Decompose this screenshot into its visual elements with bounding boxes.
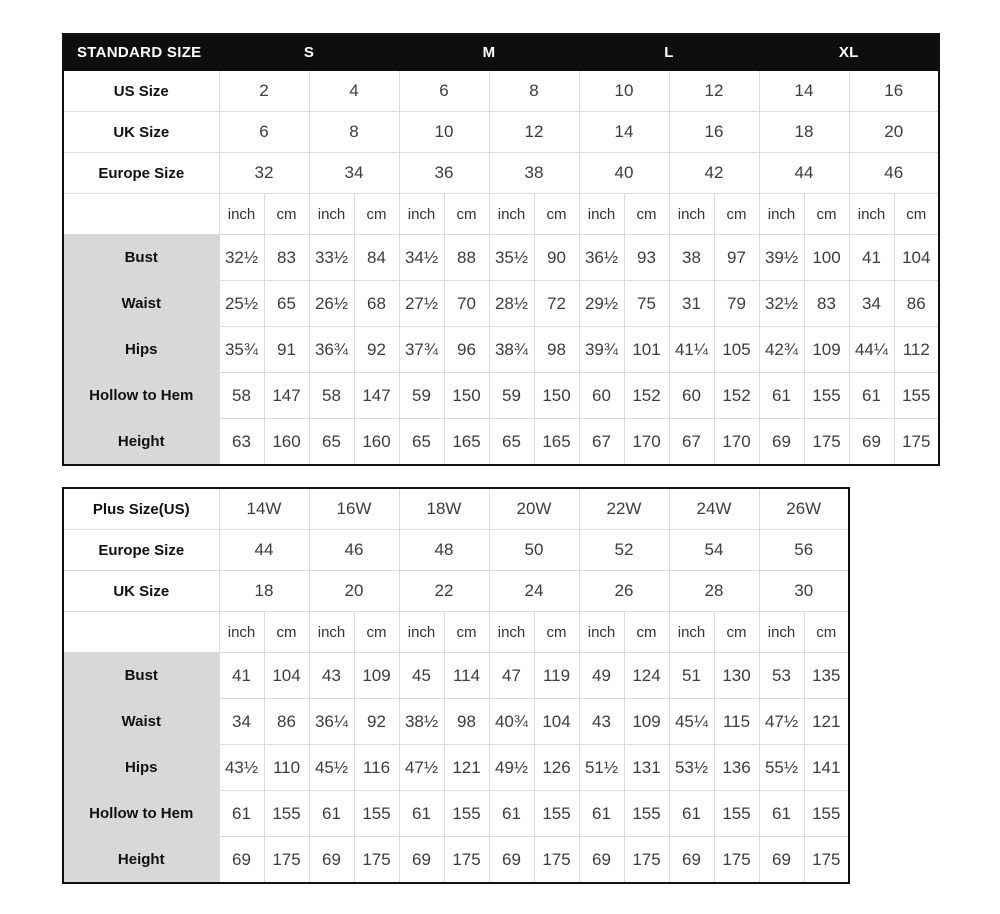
measure-value-cell: 34 (849, 281, 894, 327)
standard-size-table-container (62, 33, 1000, 466)
measure-value-cell: 38 (669, 235, 714, 281)
unit-inch-cell: inch (219, 612, 264, 653)
measure-value-cell: 170 (624, 419, 669, 466)
unit-cm-cell: cm (354, 194, 399, 235)
measure-value-cell: 31 (669, 281, 714, 327)
measure-value-cell: 150 (444, 373, 489, 419)
measure-value-cell: 60 (669, 373, 714, 419)
measure-value-cell: 79 (714, 281, 759, 327)
measure-value-cell: 32½ (759, 281, 804, 327)
measure-value-cell: 100 (804, 235, 849, 281)
header-size-group: L (579, 34, 759, 71)
measure-value-cell: 175 (444, 837, 489, 884)
measure-value-cell: 61 (579, 791, 624, 837)
unit-row-label (63, 194, 219, 235)
measure-value-cell: 69 (759, 419, 804, 466)
unit-cm-cell: cm (714, 194, 759, 235)
measure-value-cell: 110 (264, 745, 309, 791)
measure-value-cell: 43 (579, 699, 624, 745)
unit-cm-cell: cm (894, 194, 939, 235)
unit-cm-cell: cm (444, 612, 489, 653)
measure-value-cell: 58 (219, 373, 264, 419)
measure-value-cell: 47½ (759, 699, 804, 745)
measure-value-cell: 109 (354, 653, 399, 699)
measure-value-cell: 88 (444, 235, 489, 281)
measure-value-cell: 65 (489, 419, 534, 466)
size-value-cell: 26W (759, 488, 849, 530)
measure-value-cell: 65 (399, 419, 444, 466)
size-value-cell: 38 (489, 153, 579, 194)
size-value-cell: 56 (759, 530, 849, 571)
measure-value-cell: 53 (759, 653, 804, 699)
measure-value-cell: 69 (849, 419, 894, 466)
measure-value-cell: 152 (624, 373, 669, 419)
measure-value-cell: 175 (264, 837, 309, 884)
measure-row-label: Height (63, 837, 219, 884)
measure-value-cell: 32½ (219, 235, 264, 281)
size-value-cell: 14 (759, 71, 849, 112)
unit-inch-cell: inch (309, 612, 354, 653)
measure-value-cell: 42¾ (759, 327, 804, 373)
measure-value-cell: 150 (534, 373, 579, 419)
measure-value-cell: 72 (534, 281, 579, 327)
measure-value-cell: 121 (804, 699, 849, 745)
unit-inch-cell: inch (399, 194, 444, 235)
measure-row (63, 745, 849, 791)
measure-value-cell: 61 (849, 373, 894, 419)
unit-inch-cell: inch (759, 194, 804, 235)
size-row (63, 112, 939, 153)
measure-value-cell: 141 (804, 745, 849, 791)
measure-value-cell: 39½ (759, 235, 804, 281)
size-value-cell: 14 (579, 112, 669, 153)
unit-inch-cell: inch (669, 612, 714, 653)
measure-value-cell: 61 (219, 791, 264, 837)
measure-value-cell: 104 (264, 653, 309, 699)
measure-value-cell: 27½ (399, 281, 444, 327)
measure-value-cell: 45¼ (669, 699, 714, 745)
unit-inch-cell: inch (399, 612, 444, 653)
unit-cm-cell: cm (804, 194, 849, 235)
unit-inch-cell: inch (579, 612, 624, 653)
unit-cm-cell: cm (624, 612, 669, 653)
size-value-cell: 16 (849, 71, 939, 112)
size-row-label: UK Size (63, 571, 219, 612)
size-value-cell: 16 (669, 112, 759, 153)
measure-value-cell: 33½ (309, 235, 354, 281)
measure-value-cell: 135 (804, 653, 849, 699)
size-value-cell: 46 (309, 530, 399, 571)
measure-value-cell: 45½ (309, 745, 354, 791)
measure-value-cell: 147 (354, 373, 399, 419)
size-value-cell: 4 (309, 71, 399, 112)
size-value-cell: 6 (219, 112, 309, 153)
measure-value-cell: 98 (534, 327, 579, 373)
size-value-cell: 6 (399, 71, 489, 112)
measure-row-label: Hips (63, 745, 219, 791)
unit-inch-cell: inch (489, 612, 534, 653)
measure-value-cell: 155 (804, 373, 849, 419)
measure-value-cell: 136 (714, 745, 759, 791)
measure-value-cell: 109 (804, 327, 849, 373)
header-title: STANDARD SIZE (63, 34, 219, 71)
size-value-cell: 32 (219, 153, 309, 194)
size-row-label: US Size (63, 71, 219, 112)
size-row-label: UK Size (63, 112, 219, 153)
unit-inch-cell: inch (759, 612, 804, 653)
measure-value-cell: 83 (264, 235, 309, 281)
size-value-cell: 44 (219, 530, 309, 571)
header-size-group: S (219, 34, 399, 71)
measure-value-cell: 41¼ (669, 327, 714, 373)
size-value-cell: 22W (579, 488, 669, 530)
measure-value-cell: 93 (624, 235, 669, 281)
measure-value-cell: 155 (354, 791, 399, 837)
measure-value-cell: 67 (669, 419, 714, 466)
measure-value-cell: 112 (894, 327, 939, 373)
size-value-cell: 16W (309, 488, 399, 530)
measure-value-cell: 69 (489, 837, 534, 884)
measure-value-cell: 175 (534, 837, 579, 884)
measure-value-cell: 105 (714, 327, 759, 373)
measure-value-cell: 45 (399, 653, 444, 699)
size-value-cell: 14W (219, 488, 309, 530)
size-value-cell: 24W (669, 488, 759, 530)
measure-value-cell: 58 (309, 373, 354, 419)
measure-value-cell: 28½ (489, 281, 534, 327)
measure-row (63, 235, 939, 281)
plus-size-table-container (62, 487, 1000, 884)
measure-value-cell: 96 (444, 327, 489, 373)
size-row-label: Plus Size(US) (63, 488, 219, 530)
measure-value-cell: 175 (894, 419, 939, 466)
measure-value-cell: 61 (489, 791, 534, 837)
measure-value-cell: 175 (804, 419, 849, 466)
size-value-cell: 20W (489, 488, 579, 530)
measure-value-cell: 40¾ (489, 699, 534, 745)
measure-row-label: Bust (63, 235, 219, 281)
measure-value-cell: 155 (264, 791, 309, 837)
measure-value-cell: 98 (444, 699, 489, 745)
size-value-cell: 44 (759, 153, 849, 194)
measure-value-cell: 26½ (309, 281, 354, 327)
unit-row (63, 194, 939, 235)
measure-value-cell: 47½ (399, 745, 444, 791)
size-value-cell: 20 (309, 571, 399, 612)
measure-row-label: Hollow to Hem (63, 791, 219, 837)
measure-value-cell: 65 (309, 419, 354, 466)
size-row (63, 71, 939, 112)
size-value-cell: 18 (759, 112, 849, 153)
size-row-label: Europe Size (63, 153, 219, 194)
measure-row-label: Hips (63, 327, 219, 373)
measure-value-cell: 41 (219, 653, 264, 699)
size-row-label: Europe Size (63, 530, 219, 571)
size-row (63, 488, 849, 530)
unit-inch-cell: inch (219, 194, 264, 235)
measure-value-cell: 61 (759, 373, 804, 419)
measure-value-cell: 84 (354, 235, 399, 281)
measure-value-cell: 55½ (759, 745, 804, 791)
size-value-cell: 52 (579, 530, 669, 571)
measure-value-cell: 115 (714, 699, 759, 745)
measure-value-cell: 25½ (219, 281, 264, 327)
measure-value-cell: 61 (309, 791, 354, 837)
measure-value-cell: 165 (534, 419, 579, 466)
measure-row-label: Hollow to Hem (63, 373, 219, 419)
measure-value-cell: 41 (849, 235, 894, 281)
measure-value-cell: 51½ (579, 745, 624, 791)
measure-row-label: Height (63, 419, 219, 466)
measure-value-cell: 97 (714, 235, 759, 281)
measure-value-cell: 36¼ (309, 699, 354, 745)
measure-value-cell: 92 (354, 327, 399, 373)
unit-inch-cell: inch (579, 194, 624, 235)
measure-value-cell: 121 (444, 745, 489, 791)
size-value-cell: 18W (399, 488, 489, 530)
size-value-cell: 10 (579, 71, 669, 112)
measure-value-cell: 69 (309, 837, 354, 884)
size-value-cell: 28 (669, 571, 759, 612)
measure-row-label: Waist (63, 281, 219, 327)
measure-value-cell: 126 (534, 745, 579, 791)
size-value-cell: 40 (579, 153, 669, 194)
measure-value-cell: 37¾ (399, 327, 444, 373)
measure-value-cell: 67 (579, 419, 624, 466)
size-value-cell: 20 (849, 112, 939, 153)
measure-value-cell: 36¾ (309, 327, 354, 373)
unit-cm-cell: cm (264, 612, 309, 653)
measure-value-cell: 69 (219, 837, 264, 884)
measure-value-cell: 104 (534, 699, 579, 745)
measure-value-cell: 147 (264, 373, 309, 419)
measure-value-cell: 70 (444, 281, 489, 327)
measure-value-cell: 69 (399, 837, 444, 884)
unit-inch-cell: inch (489, 194, 534, 235)
measure-value-cell: 104 (894, 235, 939, 281)
measure-value-cell: 155 (444, 791, 489, 837)
unit-cm-cell: cm (354, 612, 399, 653)
measure-value-cell: 53½ (669, 745, 714, 791)
measure-value-cell: 43 (309, 653, 354, 699)
measure-value-cell: 101 (624, 327, 669, 373)
size-value-cell: 42 (669, 153, 759, 194)
measure-value-cell: 114 (444, 653, 489, 699)
unit-cm-cell: cm (624, 194, 669, 235)
measure-value-cell: 119 (534, 653, 579, 699)
header-size-group: XL (759, 34, 939, 71)
measure-value-cell: 130 (714, 653, 759, 699)
measure-value-cell: 49½ (489, 745, 534, 791)
unit-cm-cell: cm (534, 194, 579, 235)
measure-value-cell: 69 (579, 837, 624, 884)
unit-row (63, 612, 849, 653)
size-row (63, 571, 849, 612)
measure-row (63, 373, 939, 419)
measure-value-cell: 61 (669, 791, 714, 837)
measure-value-cell: 61 (399, 791, 444, 837)
measure-row (63, 281, 939, 327)
measure-row (63, 791, 849, 837)
measure-value-cell: 83 (804, 281, 849, 327)
size-value-cell: 2 (219, 71, 309, 112)
measure-value-cell: 175 (804, 837, 849, 884)
size-row (63, 153, 939, 194)
size-value-cell: 12 (669, 71, 759, 112)
measure-value-cell: 29½ (579, 281, 624, 327)
size-value-cell: 48 (399, 530, 489, 571)
measure-value-cell: 63 (219, 419, 264, 466)
measure-value-cell: 35½ (489, 235, 534, 281)
measure-value-cell: 160 (264, 419, 309, 466)
measure-row (63, 653, 849, 699)
measure-value-cell: 131 (624, 745, 669, 791)
measure-value-cell: 160 (354, 419, 399, 466)
measure-value-cell: 155 (894, 373, 939, 419)
measure-value-cell: 175 (624, 837, 669, 884)
measure-value-cell: 39¾ (579, 327, 624, 373)
measure-value-cell: 90 (534, 235, 579, 281)
measure-value-cell: 34½ (399, 235, 444, 281)
size-row (63, 530, 849, 571)
size-value-cell: 54 (669, 530, 759, 571)
measure-value-cell: 155 (624, 791, 669, 837)
measure-value-cell: 38½ (399, 699, 444, 745)
size-value-cell: 10 (399, 112, 489, 153)
measure-value-cell: 124 (624, 653, 669, 699)
measure-row (63, 837, 849, 884)
unit-cm-cell: cm (264, 194, 309, 235)
measure-value-cell: 92 (354, 699, 399, 745)
measure-value-cell: 69 (759, 837, 804, 884)
size-value-cell: 30 (759, 571, 849, 612)
unit-cm-cell: cm (804, 612, 849, 653)
measure-value-cell: 86 (894, 281, 939, 327)
table-header-row (63, 34, 939, 71)
measure-value-cell: 91 (264, 327, 309, 373)
measure-value-cell: 44¼ (849, 327, 894, 373)
measure-value-cell: 61 (759, 791, 804, 837)
measure-value-cell: 43½ (219, 745, 264, 791)
measure-value-cell: 59 (489, 373, 534, 419)
measure-value-cell: 47 (489, 653, 534, 699)
measure-value-cell: 165 (444, 419, 489, 466)
measure-value-cell: 38¾ (489, 327, 534, 373)
measure-value-cell: 175 (354, 837, 399, 884)
measure-value-cell: 68 (354, 281, 399, 327)
size-value-cell: 22 (399, 571, 489, 612)
measure-value-cell: 36½ (579, 235, 624, 281)
measure-value-cell: 75 (624, 281, 669, 327)
measure-value-cell: 69 (669, 837, 714, 884)
measure-value-cell: 170 (714, 419, 759, 466)
measure-row (63, 419, 939, 466)
size-value-cell: 12 (489, 112, 579, 153)
unit-cm-cell: cm (534, 612, 579, 653)
measure-row-label: Waist (63, 699, 219, 745)
measure-value-cell: 59 (399, 373, 444, 419)
unit-cm-cell: cm (444, 194, 489, 235)
measure-value-cell: 65 (264, 281, 309, 327)
measure-value-cell: 155 (714, 791, 759, 837)
measure-value-cell: 152 (714, 373, 759, 419)
plus-size-table (62, 487, 850, 884)
size-value-cell: 34 (309, 153, 399, 194)
unit-inch-cell: inch (309, 194, 354, 235)
measure-value-cell: 51 (669, 653, 714, 699)
measure-value-cell: 60 (579, 373, 624, 419)
size-value-cell: 8 (489, 71, 579, 112)
size-value-cell: 18 (219, 571, 309, 612)
measure-row (63, 327, 939, 373)
measure-value-cell: 109 (624, 699, 669, 745)
measure-value-cell: 34 (219, 699, 264, 745)
unit-inch-cell: inch (849, 194, 894, 235)
measure-value-cell: 155 (534, 791, 579, 837)
size-value-cell: 8 (309, 112, 399, 153)
measure-value-cell: 86 (264, 699, 309, 745)
measure-row-label: Bust (63, 653, 219, 699)
size-value-cell: 24 (489, 571, 579, 612)
measure-value-cell: 49 (579, 653, 624, 699)
unit-inch-cell: inch (669, 194, 714, 235)
measure-value-cell: 175 (714, 837, 759, 884)
size-value-cell: 36 (399, 153, 489, 194)
size-value-cell: 50 (489, 530, 579, 571)
measure-value-cell: 155 (804, 791, 849, 837)
measure-value-cell: 116 (354, 745, 399, 791)
size-value-cell: 26 (579, 571, 669, 612)
unit-row-label (63, 612, 219, 653)
size-value-cell: 46 (849, 153, 939, 194)
unit-cm-cell: cm (714, 612, 759, 653)
standard-size-table (62, 33, 940, 466)
measure-row (63, 699, 849, 745)
header-size-group: M (399, 34, 579, 71)
measure-value-cell: 35¾ (219, 327, 264, 373)
